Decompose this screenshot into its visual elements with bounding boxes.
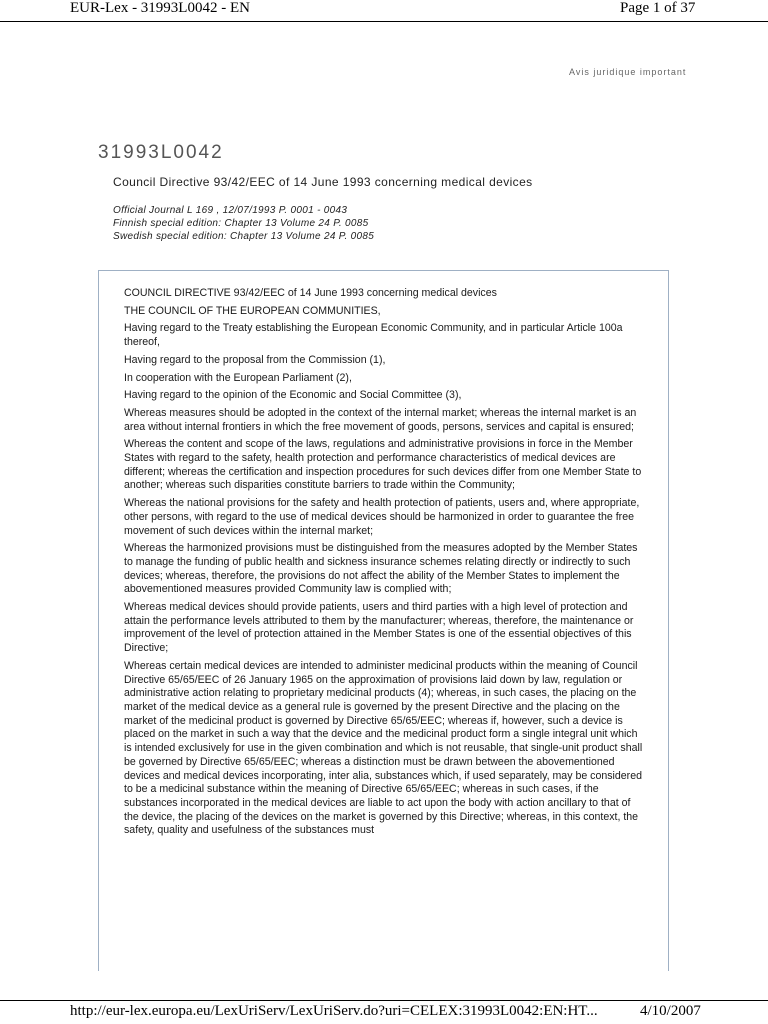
print-footer-url[interactable]: http://eur-lex.europa.eu/LexUriServ/LexUriServ.do?uri=CELEX:31993L0042:EN:HT... [70, 1003, 598, 1019]
directive-text [124, 287, 644, 842]
print-footer-date: 4/10/2007 [640, 1003, 701, 1019]
document-title: Council Directive 93/42/EEC of 14 June 1993 concerning medical devices [113, 175, 533, 189]
council-heading: THE COUNCIL OF THE EUROPEAN COMMUNITIES, [124, 304, 381, 317]
publication-references [113, 204, 374, 243]
legal-notice-link[interactable]: Avis juridique important [569, 67, 687, 77]
footer-rule [0, 1000, 768, 1001]
document-id: 31993L0042 [98, 142, 224, 163]
recital-paragraph: Whereas the content and scope of the laws, regulations and administrative provisions in force in the Member States with regard to the safety, health protection and performance characteristics of medical devices are different; whereas the certification and inspection procedures for such devices differ from one Member State to another; whereas such disparities constitute barriers to trade within the Community; [124, 438, 642, 492]
recital-paragraph: Whereas the harmonized provisions must be distinguished from the measures adopted by the Member States to manage the funding of public health and sickness insurance schemes relating directly or indirectly to such devices; whereas, therefore, the provisions do not affect the ability of the Member States to implement the abovementioned measures provided Community law is complied with; [124, 542, 638, 596]
recital-paragraph: Having regard to the proposal from the Commission (1), [124, 353, 386, 366]
print-header-title: EUR-Lex - 31993L0042 - EN [70, 0, 250, 16]
print-header-page-count: Page 1 of 37 [620, 0, 696, 16]
directive-heading: COUNCIL DIRECTIVE 93/42/EEC of 14 June 1993 concerning medical devices [124, 287, 497, 299]
recital-paragraph: Whereas certain medical devices are intended to administer medicinal products within the meaning of Council Directive 65/65/EEC of 26 January 1965 on the approximation of provisions laid down by law, regulation or administrative action relating to proprietary medicinal products (4); whereas, in such cases, the placing on the market of the medical device as a general rule is governed by the present Directive and the placing on the market of the medicinal product is governed by Directive 65/65/EEC; whereas if, however, such a device is placed on the market in such a way that the device and the medicinal product form a single integral unit which is intended exclusively for use in the given combination and which is not reusable, that single-unit product shall be governed by Directive 65/65/EEC; whereas a distinction must be drawn between the abovementioned devices and medical devices incorporating, inter alia, substances which, if used separately, may be considered to be a medicinal substance within the meaning of Directive 65/65/EEC; whereas in such cases, if the substances incorporated in the medical devices are liable to act upon the body with action ancillary to that of the device, the placing of the devices on the market is governed by this Directive; whereas, in this context, the safety, quality and usefulness of the substances must [124, 659, 643, 837]
print-footer [0, 1003, 768, 1023]
directive-text-box [98, 270, 669, 971]
recital-paragraph: Having regard to the opinion of the Economic and Social Committee (3), [124, 389, 462, 402]
reference-official-journal: Official Journal L 169 , 12/07/1993 P. 0001 - 0043 [113, 205, 348, 216]
reference-swedish-edition: Swedish special edition: Chapter 13 Volume 24 P. 0085 [113, 231, 375, 242]
print-header [0, 0, 768, 20]
recital-paragraph: Whereas medical devices should provide patients, users and third parties with a high level of protection and attain the performance levels attributed to them by the manufacturer; whereas, therefore, the maintenance or improvement of the level of protection attained in the Member States is one of the essential objectives of this Directive; [124, 601, 634, 655]
header-rule [0, 21, 768, 22]
recital-paragraph: In cooperation with the European Parliament (2), [124, 371, 352, 384]
recital-paragraph: Having regard to the Treaty establishing the European Economic Community, and in particular Article 100a thereof, [124, 322, 623, 349]
recital-paragraph: Whereas measures should be adopted in the context of the internal market; whereas the internal market is an area without internal frontiers in which the free movement of goods, persons, services and capital is ensured; [124, 406, 637, 433]
reference-finnish-edition: Finnish special edition: Chapter 13 Volume 24 P. 0085 [113, 218, 369, 229]
recital-paragraph: Whereas the national provisions for the safety and health protection of patients, users and, where appropriate, other persons, with regard to the use of medical devices should be harmonized in order to guarantee the free movement of such devices within the internal market; [124, 497, 640, 537]
